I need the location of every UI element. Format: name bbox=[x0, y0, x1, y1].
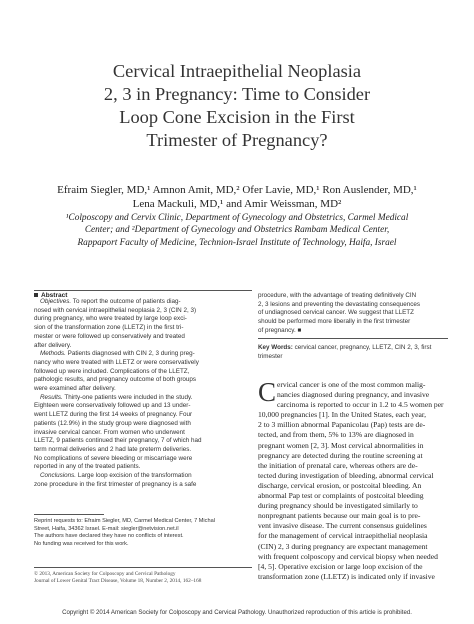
body-line: (CIN) 2, 3 during pregnancy are expectant management bbox=[258, 541, 428, 551]
body-line: tected during investigation of bleeding, abnormal cervical bbox=[258, 470, 434, 480]
abstract-line: nosed with cervical intraepithelial neoplasia 2, 3 (CIN 2, 3) bbox=[34, 306, 197, 314]
journal-copyright bbox=[34, 571, 254, 585]
body-line: the initiation of prenatal care, whereas others are de- bbox=[258, 460, 418, 470]
introduction-body bbox=[258, 377, 448, 582]
abstract-line: during pregnancy, who were treated by large loop exci- bbox=[34, 315, 187, 323]
abstract-right-column bbox=[258, 292, 448, 336]
body-line: nancies diagnosed during pregnancy, and invasive bbox=[277, 390, 430, 400]
abstract-line: went LLETZ during the first 14 weeks of pregnancy. Four bbox=[34, 411, 193, 419]
body-line: pregnant women [2, 3]. Most cervical abnormalities in bbox=[258, 440, 424, 450]
abstract-line: term normal deliveries and 2 had late preterm deliveries. bbox=[34, 445, 192, 453]
body-line: carcinoma is reported to occur in 1.2 to 4.5 women per bbox=[277, 400, 444, 410]
key-words bbox=[258, 344, 448, 361]
abstract-heading-label: Abstract bbox=[41, 292, 68, 299]
body-line: transformation zone (LLETZ) is indicated only if invasive bbox=[258, 571, 435, 581]
abstract-line: Objectives. To report the outcome of patients diag- bbox=[40, 298, 181, 305]
abstract-top-rule bbox=[34, 290, 252, 291]
abstract-left-column bbox=[34, 298, 254, 489]
abstract-section-label: Results. bbox=[40, 393, 63, 401]
abstract-line: patients (12.9%) in the study group were diagnosed with bbox=[34, 419, 191, 427]
reprint-line: Reprint requests to: Efraim Siegler, MD, Carmel Medical Center, 7 Michal bbox=[34, 518, 215, 524]
abstract-line: mester or were followed up conservatively and treated bbox=[34, 332, 185, 340]
reprint-line: No funding was received for this work. bbox=[34, 541, 129, 548]
body-line: nonpregnant patients because our main goal is to pre- bbox=[258, 511, 421, 521]
key-words-line: trimester bbox=[258, 352, 283, 360]
body-line: 2 to 3 million abnormal Papanicolau (Pap) tests are de- bbox=[258, 420, 426, 430]
abstract-section-label: Objectives. bbox=[40, 298, 72, 305]
author-line: Efraim Siegler, MD,¹ Amnon Amit, MD,² Ofer Lavie, MD,¹ Ron Auslender, MD,¹ bbox=[57, 184, 417, 196]
key-words-label: Key Words: bbox=[258, 344, 293, 351]
abstract-line: 2, 3 lesions and preventing the devastating consequences bbox=[258, 300, 421, 308]
title-line: Trimester of Pregnancy? bbox=[146, 130, 328, 150]
abstract-line: Results. Thirty-one patients were included in the study. bbox=[40, 393, 193, 401]
reprint-line: Street, Haifa, 34362 Israel. E-mail: siegler@netvision.net.il bbox=[34, 525, 179, 532]
abstract-line: reported in any of the treated patients. bbox=[34, 463, 141, 471]
body-line: tected, and from them, 5% to 13% are diagnosed in bbox=[258, 430, 414, 440]
key-words-line: cervical cancer, pregnancy, LLETZ, CIN 2, 3, first bbox=[294, 344, 432, 351]
author-line: Lena Mackuli, MD,¹ and Amir Weissman, MD² bbox=[132, 198, 342, 210]
abstract-line: No complications of severe bleeding or miscarriage were bbox=[34, 454, 193, 462]
abstract-line: sion of the transformation zone (LLETZ) in the first tri- bbox=[34, 324, 184, 332]
body-line: with frequent colposcopy and cervical biopsy when needed bbox=[258, 551, 438, 561]
keywords-rule bbox=[258, 338, 448, 339]
reprint-line: The authors have declared they have no conflicts of interest. bbox=[34, 533, 184, 540]
body-line: [4, 5]. Operative excision or large loop excision of the bbox=[258, 561, 423, 571]
body-line: pregnancy are detected during the routine screening at bbox=[258, 450, 423, 460]
abstract-line: followed up were included. Complications of the LLETZ, bbox=[34, 367, 190, 375]
title-line: 2, 3 in Pregnancy: Time to Consider bbox=[103, 84, 371, 104]
body-line: during pregnancy should be investigated similarly to bbox=[258, 501, 418, 511]
abstract-line: should be performed more liberally in the first trimester bbox=[258, 318, 411, 326]
abstract-section-label: Conclusions. bbox=[40, 472, 77, 480]
body-line: for the management of cervical intraepithelial neoplasia bbox=[258, 531, 428, 541]
abstract-line: after delivery. bbox=[34, 341, 72, 349]
abstract-line: LLETZ, 9 patients continued their pregnancy, 7 of which had bbox=[34, 437, 202, 445]
abstract-line: Conclusions. Large loop excision of the transformation bbox=[40, 472, 192, 480]
affiliations bbox=[18, 212, 456, 249]
body-line: abnormal Pap test or complaints of postcoital bleeding bbox=[258, 491, 424, 501]
abstract-line: zone procedure in the first trimester of pregnancy is a safe bbox=[34, 480, 197, 488]
author-list bbox=[18, 183, 456, 211]
footnote-rule bbox=[34, 514, 104, 515]
drop-cap: C bbox=[258, 377, 277, 407]
copyright-rule bbox=[34, 567, 252, 568]
body-line: ervical cancer is one of the most common malig- bbox=[277, 380, 426, 389]
copyright-line: Journal of Lower Genital Tract Disease, Volume 18, Number 2, 2014, 162–168 bbox=[34, 577, 202, 584]
body-line: discharge, cervical erosion, or postcoital bleeding. An bbox=[258, 480, 422, 490]
affiliation-line: Rappaport Faculty of Medicine, Technion-Israel Institute of Technology, Haifa, Israel bbox=[77, 237, 397, 248]
abstract-line: Methods. Patients diagnosed with CIN 2, 3 during preg- bbox=[40, 350, 195, 358]
reprint-requests bbox=[34, 518, 254, 549]
affiliation-line: Center; and ²Department of Gynecology and Obstetrics Rambam Medical Center, bbox=[84, 225, 390, 236]
title-line: Cervical Intraepithelial Neoplasia bbox=[112, 61, 362, 81]
body-line: 10,000 pregnancies [1]. In the United States, each year, bbox=[258, 410, 426, 420]
abstract-line: Eighteen were conservatively followed up and 13 under- bbox=[34, 402, 191, 410]
page-footer-copyright: Copyright © 2014 American Society for Colposcopy and Cervical Pathology. Unauthorized reproduction of this article is prohibited. bbox=[62, 609, 412, 616]
article-title bbox=[30, 60, 444, 152]
copyright-line: © 2013, American Society for Colposcopy and Cervical Pathology bbox=[34, 571, 176, 577]
abstract-line: pathologic results, and pregnancy outcome of both groups bbox=[34, 376, 197, 384]
abstract-line: nancy who were treated with LLETZ or were conservatively bbox=[34, 358, 199, 366]
title-line: Loop Cone Excision in the First bbox=[119, 107, 355, 127]
abstract-section-label: Methods. bbox=[40, 350, 66, 358]
abstract-line: invasive cervical cancer. From women who underwent bbox=[34, 428, 185, 436]
abstract-line: of pregnancy. ■ bbox=[258, 326, 302, 334]
abstract-line: were examined after delivery. bbox=[34, 385, 116, 393]
abstract-line: procedure, with the advantage of treating definitively CIN bbox=[258, 292, 417, 299]
affiliation-line: ¹Colposcopy and Cervix Clinic, Department of Gynecology and Obstetrics, Carmel Medical bbox=[65, 213, 409, 223]
square-bullet-icon bbox=[34, 293, 38, 297]
abstract-line: of undiagnosed cervical cancer. We suggest that LLETZ bbox=[258, 309, 414, 317]
body-line: vent invasive disease. The current consensus guidelines bbox=[258, 521, 427, 531]
